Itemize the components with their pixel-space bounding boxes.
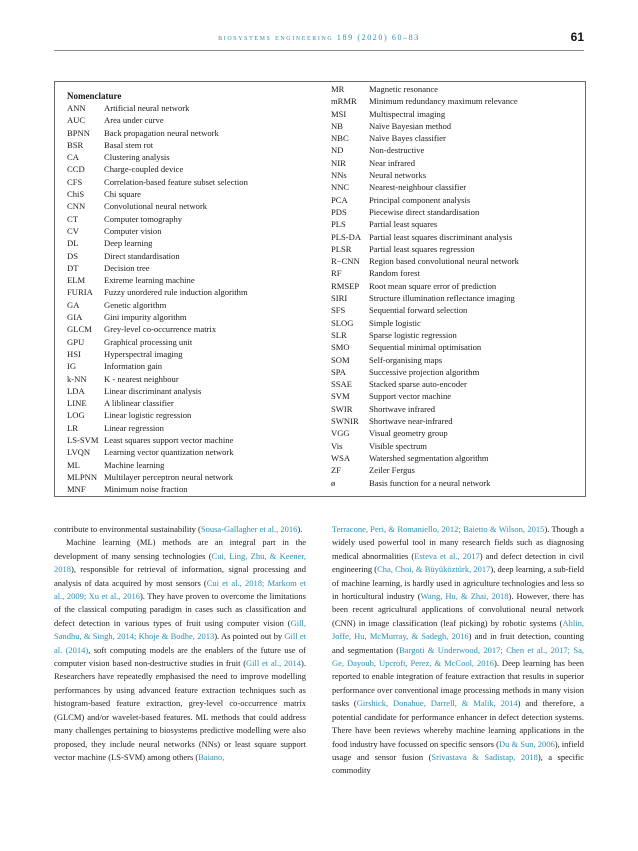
nomenclature-entry <box>331 83 581 95</box>
nomenclature-abbreviation: PCA <box>331 194 348 205</box>
body-text: ), infield usage and sensor fusion ( <box>332 738 584 762</box>
nomenclature-definition: Sequential minimal optimisation <box>369 342 482 353</box>
body-text: Machine learning (ML) methods are an integral part in the development of many sensing technologies ( <box>54 537 306 561</box>
nomenclature-definition: Minimum redundancy maximum relevance <box>369 96 518 107</box>
citation-link[interactable]: Cui et al., 2018; Markom et al., 2009; Xu et al., 2016 <box>54 577 306 602</box>
nomenclature-abbreviation: LS-SVM <box>67 435 99 446</box>
body-text: ) and therefore, a potential candidate for performance enhancer in defect detection systems. There have been reviews whereby machine learning applications in the food industry have focussed on specific sensors ( <box>332 698 584 749</box>
body-text: ), responsible for retrieval of information, signal processing and analysis of data acquired by most sensors ( <box>54 564 306 588</box>
nomenclature-abbreviation: CA <box>67 152 79 163</box>
nomenclature-entry <box>331 427 581 439</box>
nomenclature-abbreviation: NNs <box>331 170 347 181</box>
body-text: ), a specific commodity <box>332 751 584 776</box>
nomenclature-abbreviation: PDS <box>331 206 347 217</box>
citation-link[interactable]: Du & Sun, 2006 <box>498 738 555 749</box>
nomenclature-abbreviation: NIR <box>331 157 346 168</box>
nomenclature-abbreviation: CCD <box>67 164 85 175</box>
body-text: ). As pointed out by <box>214 631 285 642</box>
nomenclature-entry <box>331 157 581 169</box>
nomenclature-entry <box>331 292 581 304</box>
nomenclature-abbreviation: SOM <box>331 354 350 365</box>
nomenclature-definition: Shortwave infrared <box>369 403 436 414</box>
nomenclature-left-column <box>67 102 327 496</box>
nomenclature-entry <box>67 483 327 495</box>
nomenclature-definition: Clustering analysis <box>104 152 170 163</box>
nomenclature-definition: Sequential forward selection <box>369 305 468 316</box>
body-paragraph <box>54 536 306 764</box>
nomenclature-definition: Structure illumination reflectance imaging <box>369 293 515 304</box>
nomenclature-entry <box>67 213 327 225</box>
nomenclature-entry <box>331 304 581 316</box>
nomenclature-abbreviation: ND <box>331 145 344 156</box>
nomenclature-definition: Root mean square error of prediction <box>369 280 497 291</box>
nomenclature-definition: Region based convolutional neural network <box>369 256 519 267</box>
nomenclature-abbreviation: DT <box>67 262 79 273</box>
citation-link[interactable]: Girshick, Donahue, Darrell, & Malik, 2014 <box>356 698 518 709</box>
nomenclature-entry <box>67 422 327 434</box>
nomenclature-entry <box>67 286 327 298</box>
nomenclature-abbreviation: WSA <box>331 452 351 463</box>
nomenclature-abbreviation: ANN <box>67 103 86 113</box>
nomenclature-entry <box>331 390 581 402</box>
nomenclature-abbreviation: NB <box>331 120 343 131</box>
nomenclature-entry <box>331 452 581 464</box>
nomenclature-abbreviation: GPU <box>67 336 85 347</box>
nomenclature-entry <box>331 464 581 476</box>
nomenclature-abbreviation: ChiS <box>67 189 85 200</box>
header-rule <box>54 50 584 51</box>
nomenclature-definition: Basal stem rot <box>104 139 154 150</box>
nomenclature-entry <box>331 415 581 427</box>
nomenclature-abbreviation: LOG <box>67 410 85 421</box>
nomenclature-entry <box>67 176 327 188</box>
nomenclature-entry <box>67 102 327 114</box>
nomenclature-abbreviation: SWNIR <box>331 416 359 427</box>
body-text: ). However, there has been recent agricultural applications of convolutional neural network (CNN) in image classification (leaf picking) by robotic systems ( <box>332 591 584 628</box>
nomenclature-definition: Piecewise direct standardisation <box>369 206 480 217</box>
nomenclature-definition: Artificial neural network <box>104 103 190 113</box>
nomenclature-definition: Naïve Bayesian method <box>369 120 452 131</box>
nomenclature-definition: Gini impurity algorithm <box>104 312 187 323</box>
nomenclature-entry <box>331 194 581 206</box>
nomenclature-definition: Random forest <box>369 268 420 279</box>
nomenclature-abbreviation: BPNN <box>67 127 90 138</box>
nomenclature-definition: Computer vision <box>104 225 162 236</box>
nomenclature-entry <box>67 114 327 126</box>
nomenclature-definition: Extreme learning machine <box>104 275 195 286</box>
nomenclature-abbreviation: PLSR <box>331 243 352 254</box>
nomenclature-abbreviation: AUC <box>67 115 86 126</box>
nomenclature-entry <box>331 255 581 267</box>
nomenclature-definition: Sparse logistic regression <box>369 329 457 340</box>
nomenclature-abbreviation: LVQN <box>67 447 91 458</box>
citation-link[interactable]: Cha, Choi, & Büyüköztürk, 2017 <box>377 564 491 575</box>
body-paragraph <box>54 523 306 536</box>
body-paragraph <box>332 523 584 778</box>
citation-link[interactable]: Bargoti & Underwood, 2017; Chen et al., 2017; Sa, Ge, Dayoub, Upcroft, Perez, & McCool, 2016 <box>332 644 584 669</box>
nomenclature-right-column <box>331 83 581 489</box>
nomenclature-abbreviation: RF <box>331 268 342 279</box>
nomenclature-entry <box>67 323 327 335</box>
nomenclature-abbreviation: ZF <box>331 465 342 476</box>
nomenclature-entry <box>331 329 581 341</box>
body-column-right <box>332 523 584 778</box>
nomenclature-entry <box>67 299 327 311</box>
nomenclature-abbreviation: DS <box>67 250 78 261</box>
nomenclature-definition: Stacked sparse auto-encoder <box>369 379 467 390</box>
nomenclature-definition: Fuzzy unordered rule induction algorithm <box>104 287 248 298</box>
nomenclature-abbreviation: LR <box>67 422 78 433</box>
nomenclature-definition: Nearest-neighbour classifier <box>369 182 467 193</box>
body-text: ). They have proven to overcome the limitations of the classical computing paradigm in cases such as classification and defect detection in various types of fruit using computer vision ( <box>54 591 306 628</box>
body-text: ), deep learning, a sub-field of machine learning, is hardly used in agriculture technologies and less so in horticultural industry ( <box>332 564 584 602</box>
nomenclature-abbreviation: FURIA <box>67 287 93 298</box>
nomenclature-definition: Direct standardisation <box>104 250 180 261</box>
nomenclature-definition: Back propagation neural network <box>104 127 219 138</box>
nomenclature-box <box>54 81 586 497</box>
nomenclature-entry <box>331 243 581 255</box>
nomenclature-entry <box>67 471 327 483</box>
nomenclature-definition: Hyperspectral imaging <box>104 348 183 359</box>
nomenclature-abbreviation: SMO <box>331 342 350 353</box>
nomenclature-entry <box>67 348 327 360</box>
nomenclature-abbreviation: LINE <box>67 398 87 409</box>
nomenclature-entry <box>331 280 581 292</box>
nomenclature-definition: Deep learning <box>104 238 153 249</box>
nomenclature-abbreviation: ELM <box>67 275 86 286</box>
nomenclature-entry <box>67 188 327 200</box>
nomenclature-abbreviation: MNF <box>67 484 86 495</box>
body-text: ) and in fruit detection, counting and segmentation ( <box>332 631 584 655</box>
nomenclature-abbreviation: NBC <box>331 133 349 144</box>
nomenclature-entry <box>67 373 327 385</box>
body-text: , soft computing models are the enablers of the future use of computer vision based non-destructive studies in fruit ( <box>54 644 306 669</box>
nomenclature-definition: Minimum noise fraction <box>104 484 188 495</box>
citation-link[interactable]: Gill et al. (2014) <box>54 631 307 655</box>
citation-link[interactable]: Wang, Hu, & Zhai, 2018 <box>420 591 509 602</box>
nomenclature-abbreviation: ø <box>331 477 336 488</box>
nomenclature-abbreviation: SSAE <box>331 379 353 390</box>
nomenclature-definition: Successive projection algorithm <box>369 366 480 377</box>
nomenclature-definition: Linear discriminant analysis <box>104 385 202 396</box>
nomenclature-entry <box>331 231 581 243</box>
citation-link[interactable]: Terracone, Peri, & Romaniello, 2012; Baietto & Wilson, 2015 <box>332 524 545 534</box>
nomenclature-abbreviation: MLPNN <box>67 471 98 482</box>
body-column-left <box>54 523 306 764</box>
citation-link[interactable]: Gill, Sandhu, & Singh, 2014; Khoje & Bodhe, 2013 <box>54 617 306 642</box>
nomenclature-entry <box>67 385 327 397</box>
citation-link[interactable]: Sousa-Gallagher et al., 2016 <box>200 524 298 534</box>
nomenclature-entry <box>331 218 581 230</box>
body-text: ). Deep learning has been reported to enable integration of feature extraction that results in superior performance over conventional image processing methods in many vision tasks ( <box>332 658 584 709</box>
nomenclature-definition: Information gain <box>104 361 162 372</box>
nomenclature-entry <box>67 274 327 286</box>
nomenclature-entry <box>67 225 327 237</box>
nomenclature-definition: Chi square <box>104 189 141 200</box>
nomenclature-abbreviation: SVM <box>331 391 350 402</box>
nomenclature-entry <box>67 409 327 421</box>
nomenclature-definition: Magnetic resonance <box>369 84 438 94</box>
citation-link[interactable]: Ahlin, Joffe, Hu, McMurray, & Sadegh, 2016 <box>332 617 584 642</box>
nomenclature-entry <box>67 434 327 446</box>
nomenclature-entry <box>67 459 327 471</box>
nomenclature-entry <box>67 139 327 151</box>
nomenclature-entry <box>67 311 327 323</box>
nomenclature-definition: Least squares support vector machine <box>104 435 234 446</box>
nomenclature-title: Nomenclature <box>67 91 122 101</box>
citation-link[interactable]: Gill et al., 2014 <box>246 658 302 669</box>
nomenclature-abbreviation: DL <box>67 238 79 249</box>
nomenclature-entry <box>331 403 581 415</box>
nomenclature-entry <box>331 354 581 366</box>
nomenclature-entry <box>67 262 327 274</box>
nomenclature-abbreviation: MSI <box>331 108 347 119</box>
nomenclature-abbreviation: k-NN <box>67 373 87 384</box>
nomenclature-entry <box>331 181 581 193</box>
nomenclature-abbreviation: SWIR <box>331 403 353 414</box>
nomenclature-entry <box>331 206 581 218</box>
nomenclature-definition: Area under curve <box>104 115 164 126</box>
nomenclature-definition: Multilayer perceptron neural network <box>104 471 234 482</box>
nomenclature-entry <box>331 108 581 120</box>
nomenclature-abbreviation: SIRI <box>331 293 348 304</box>
nomenclature-entry <box>67 200 327 212</box>
nomenclature-definition: Correlation-based feature subset selection <box>104 176 248 187</box>
nomenclature-definition: Graphical processing unit <box>104 336 193 347</box>
running-head: biosystems engineering 189 (2020) 60–83 <box>218 33 420 42</box>
nomenclature-abbreviation: NNC <box>331 182 350 193</box>
nomenclature-entry <box>67 336 327 348</box>
nomenclature-entry <box>331 267 581 279</box>
nomenclature-abbreviation: PLS-DA <box>331 231 362 242</box>
nomenclature-abbreviation: SLOG <box>331 317 354 328</box>
nomenclature-definition: Basis function for a neural network <box>369 477 491 488</box>
nomenclature-entry <box>67 237 327 249</box>
nomenclature-abbreviation: GLCM <box>67 324 92 335</box>
nomenclature-definition: Machine learning <box>104 459 165 470</box>
nomenclature-definition: Decision tree <box>104 262 150 273</box>
nomenclature-definition: Multispectral imaging <box>369 108 446 119</box>
nomenclature-definition: Visible spectrum <box>369 440 427 451</box>
citation-link[interactable]: Srivastava & Sadistap, 2018 <box>431 751 538 762</box>
nomenclature-abbreviation: SLR <box>331 329 347 340</box>
nomenclature-definition: Self-organising maps <box>369 354 443 365</box>
nomenclature-definition: A liblinear classifier <box>104 398 174 409</box>
nomenclature-entry <box>67 397 327 409</box>
nomenclature-entry <box>331 169 581 181</box>
nomenclature-definition: Computer tomography <box>104 213 183 224</box>
nomenclature-abbreviation: Vis <box>331 440 343 451</box>
nomenclature-definition: Principal component analysis <box>369 194 471 205</box>
nomenclature-definition: Watershed segmentation algorithm <box>369 452 489 463</box>
nomenclature-abbreviation: CFS <box>67 176 83 187</box>
nomenclature-abbreviation: VGG <box>331 428 350 439</box>
nomenclature-entry <box>67 446 327 458</box>
nomenclature-definition: Shortwave near-infrared <box>369 416 453 427</box>
nomenclature-abbreviation: GA <box>67 299 80 310</box>
nomenclature-definition: Zeiler Fergus <box>369 465 415 476</box>
nomenclature-entry <box>67 163 327 175</box>
nomenclature-entry <box>67 360 327 372</box>
nomenclature-abbreviation: PLS <box>331 219 346 230</box>
nomenclature-definition: Convolutional neural network <box>104 201 208 212</box>
nomenclature-definition: Linear regression <box>104 422 164 433</box>
citation-link[interactable]: Esteva et al., 2017 <box>414 550 480 561</box>
nomenclature-abbreviation: CT <box>67 213 78 224</box>
nomenclature-entry <box>331 95 581 107</box>
nomenclature-definition: Neural networks <box>369 170 427 181</box>
nomenclature-abbreviation: SPA <box>331 366 346 377</box>
nomenclature-abbreviation: GIA <box>67 312 83 323</box>
nomenclature-entry <box>331 341 581 353</box>
nomenclature-abbreviation: LDA <box>67 385 85 396</box>
nomenclature-abbreviation: CV <box>67 225 79 236</box>
nomenclature-abbreviation: ML <box>67 459 80 470</box>
body-text: ). Though a widely used powerful tool in many research fields such as diagnosing medical abnormalities ( <box>332 524 584 561</box>
body-text: contribute to environmental sustainability ( <box>54 524 201 534</box>
nomenclature-abbreviation: IG <box>67 361 77 372</box>
nomenclature-definition: Simple logistic <box>369 317 421 328</box>
nomenclature-entry <box>67 151 327 163</box>
nomenclature-entry <box>331 120 581 132</box>
nomenclature-definition: Grey-level co-occurrence matrix <box>104 324 217 335</box>
nomenclature-abbreviation: CNN <box>67 201 86 212</box>
nomenclature-abbreviation: R−CNN <box>331 256 360 267</box>
nomenclature-abbreviation: mRMR <box>331 96 357 107</box>
nomenclature-definition: Learning vector quantization network <box>104 447 234 458</box>
nomenclature-definition: Linear logistic regression <box>104 410 192 421</box>
nomenclature-definition: Near infrared <box>369 157 416 168</box>
citation-link[interactable]: Cui, Ling, Zhu, & Keener, 2018 <box>54 550 306 575</box>
nomenclature-definition: Charge-coupled device <box>104 164 184 175</box>
nomenclature-definition: Support vector machine <box>369 391 452 402</box>
nomenclature-entry <box>331 477 581 489</box>
nomenclature-entry <box>67 127 327 139</box>
page-number: 61 <box>570 30 584 44</box>
nomenclature-abbreviation: BSR <box>67 139 84 150</box>
nomenclature-entry <box>331 317 581 329</box>
nomenclature-definition: Partial least squares <box>369 219 438 230</box>
nomenclature-definition: Naïve Bayes classifier <box>369 133 446 144</box>
citation-link[interactable]: Baiano, <box>198 751 225 762</box>
body-text: ). <box>297 524 303 534</box>
nomenclature-abbreviation: MR <box>331 84 345 94</box>
body-text: ). Researchers have repeatedly emphasised the need to improve modelling performances by using advanced feature extraction techniques such as histogram-based feature extraction, grey-level co-occurrence matrix (GLCM) and/or wavelet-based features. ML methods that could address many challenges pertaining to biosystems predictive modelling were also proposed, they include neural networks (NNs) or least square support vector machine (LS-SVM) among others ( <box>54 658 307 762</box>
nomenclature-entry <box>331 378 581 390</box>
body-text: ) and defect detection in civil engineering ( <box>332 550 584 575</box>
nomenclature-abbreviation: RMSEP <box>331 280 360 291</box>
nomenclature-definition: Partial least squares discriminant analysis <box>369 231 513 242</box>
nomenclature-definition: Partial least squares regression <box>369 243 475 254</box>
nomenclature-definition: Non-destructive <box>369 145 425 156</box>
nomenclature-entry <box>331 366 581 378</box>
nomenclature-entry <box>331 144 581 156</box>
nomenclature-definition: Genetic algorithm <box>104 299 167 310</box>
nomenclature-abbreviation: SFS <box>331 305 346 316</box>
nomenclature-definition: Visual geometry group <box>369 428 448 439</box>
nomenclature-entry <box>331 440 581 452</box>
nomenclature-abbreviation: HSI <box>67 348 81 359</box>
page-header <box>0 30 638 46</box>
nomenclature-entry <box>331 132 581 144</box>
nomenclature-definition: K - nearest neighbour <box>104 373 179 384</box>
nomenclature-entry <box>67 250 327 262</box>
